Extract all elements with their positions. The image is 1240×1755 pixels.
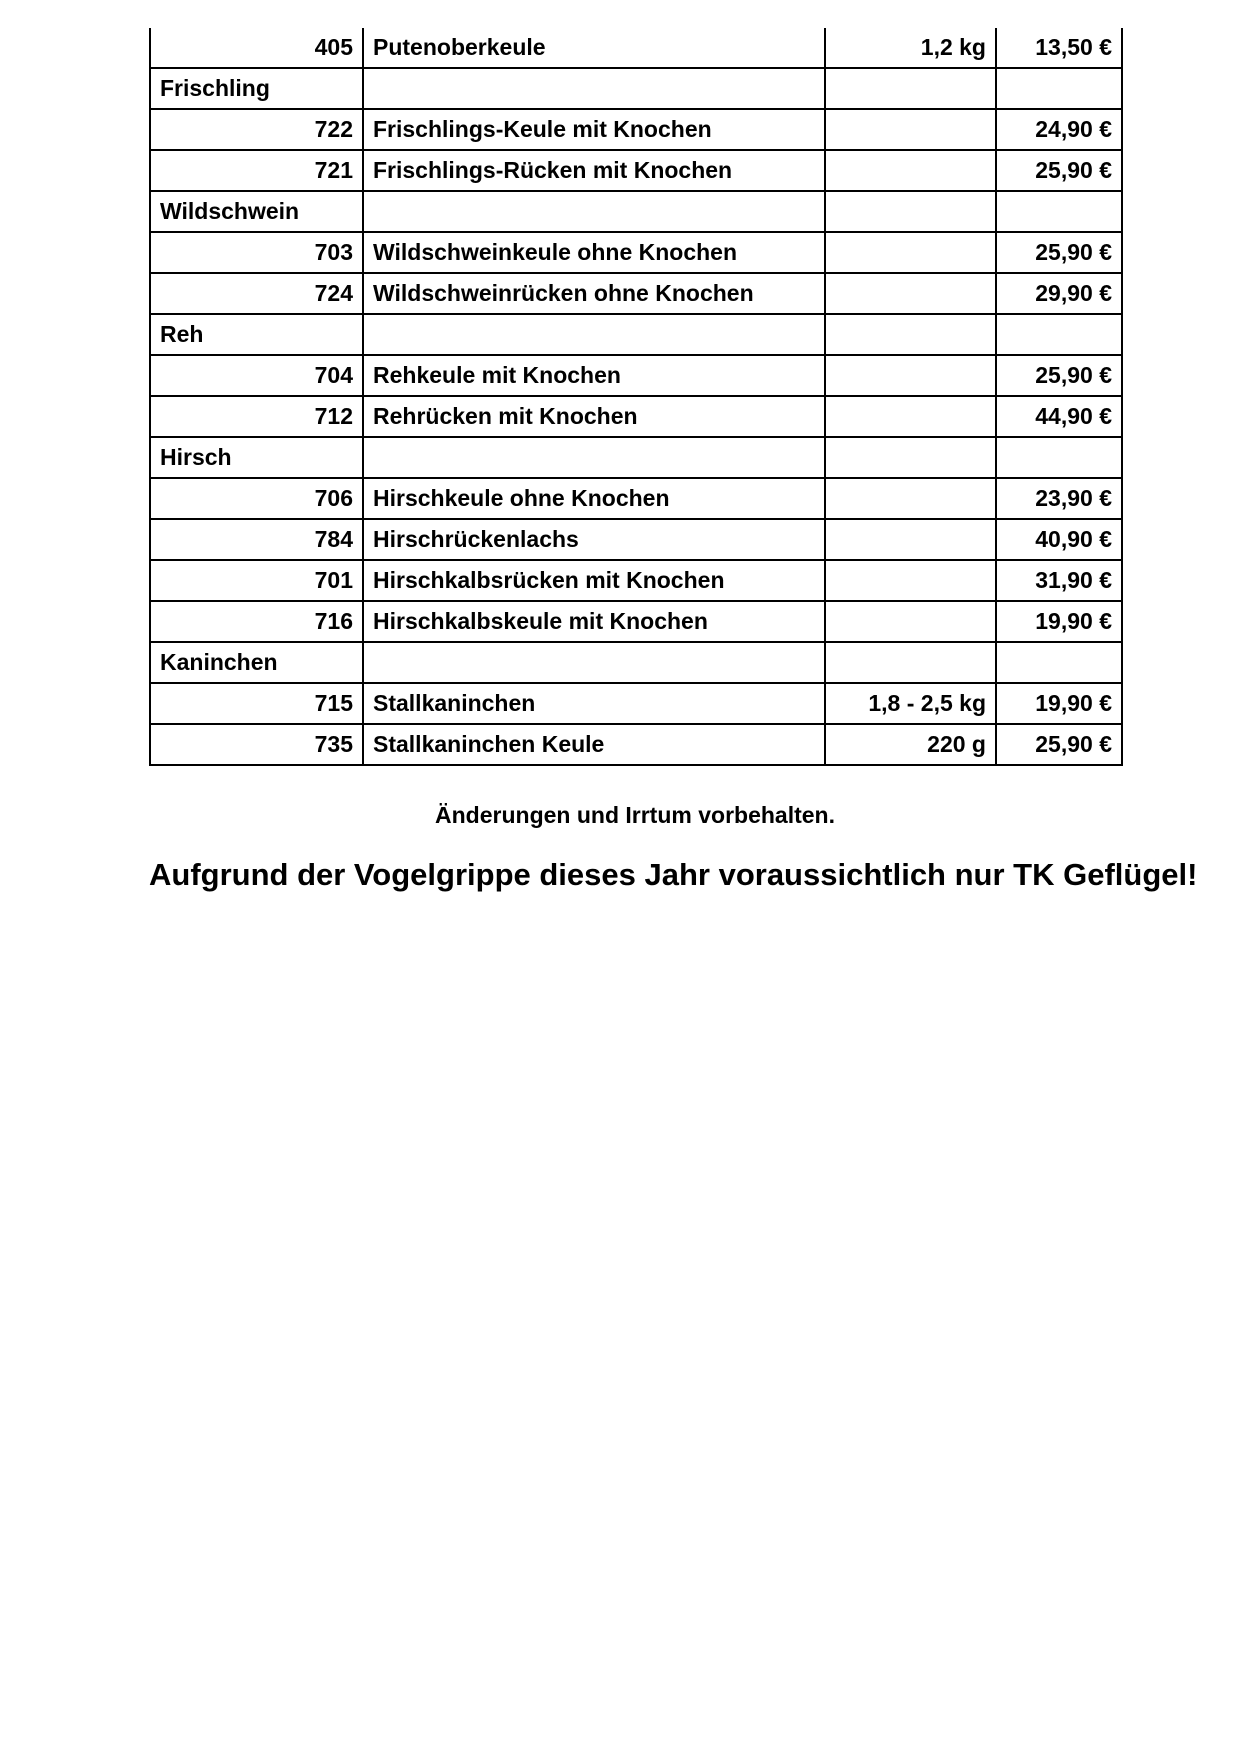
table-row <box>150 560 1122 601</box>
item-weight-cell <box>825 232 996 273</box>
item-name-cell: Hirschkalbsrücken mit Knochen <box>363 560 825 601</box>
item-number-cell: 712 <box>150 396 363 437</box>
item-price-cell: 24,90 € <box>996 109 1122 150</box>
table-row <box>150 724 1122 765</box>
section-empty-price-cell <box>996 68 1122 109</box>
section-empty-name-cell <box>363 68 825 109</box>
section-label-cell: Kaninchen <box>150 642 363 683</box>
item-price-cell: 13,50 € <box>996 28 1122 68</box>
table-row <box>150 150 1122 191</box>
table-row <box>150 396 1122 437</box>
item-weight-cell: 1,2 kg <box>825 28 996 68</box>
section-empty-name-cell <box>363 314 825 355</box>
item-price-cell: 25,90 € <box>996 150 1122 191</box>
section-row <box>150 191 1122 232</box>
item-weight-cell <box>825 560 996 601</box>
item-name-cell: Hirschkalbskeule mit Knochen <box>363 601 825 642</box>
item-number-cell: 706 <box>150 478 363 519</box>
item-price-cell: 25,90 € <box>996 355 1122 396</box>
item-weight-cell <box>825 396 996 437</box>
item-weight-cell <box>825 355 996 396</box>
item-name-cell: Wildschweinrücken ohne Knochen <box>363 273 825 314</box>
table-row <box>150 28 1122 68</box>
item-price-cell: 19,90 € <box>996 601 1122 642</box>
section-empty-name-cell <box>363 191 825 232</box>
item-name-cell: Wildschweinkeule ohne Knochen <box>363 232 825 273</box>
section-row <box>150 314 1122 355</box>
item-weight-cell <box>825 519 996 560</box>
section-empty-name-cell <box>363 437 825 478</box>
item-price-cell: 19,90 € <box>996 683 1122 724</box>
item-name-cell: Frischlings-Keule mit Knochen <box>363 109 825 150</box>
table-row <box>150 601 1122 642</box>
item-weight-cell <box>825 478 996 519</box>
section-label-cell: Hirsch <box>150 437 363 478</box>
section-label-cell: Reh <box>150 314 363 355</box>
item-price-cell: 25,90 € <box>996 724 1122 765</box>
section-label-cell: Frischling <box>150 68 363 109</box>
item-price-cell: 23,90 € <box>996 478 1122 519</box>
item-number-cell: 703 <box>150 232 363 273</box>
item-number-cell: 721 <box>150 150 363 191</box>
item-weight-cell <box>825 109 996 150</box>
table-row <box>150 232 1122 273</box>
item-price-cell: 31,90 € <box>996 560 1122 601</box>
item-weight-cell <box>825 601 996 642</box>
item-number-cell: 704 <box>150 355 363 396</box>
item-name-cell: Stallkaninchen Keule <box>363 724 825 765</box>
section-empty-weight-cell <box>825 191 996 232</box>
section-row <box>150 437 1122 478</box>
bird-flu-notice: Aufgrund der Vogelgrippe dieses Jahr voraussichtlich nur TK Geflügel! <box>149 857 1198 892</box>
item-weight-cell <box>825 273 996 314</box>
item-price-cell: 40,90 € <box>996 519 1122 560</box>
item-price-cell: 44,90 € <box>996 396 1122 437</box>
section-label-cell: Wildschwein <box>150 191 363 232</box>
section-row <box>150 642 1122 683</box>
table-row <box>150 519 1122 560</box>
table-row <box>150 273 1122 314</box>
table-row <box>150 683 1122 724</box>
section-empty-price-cell <box>996 314 1122 355</box>
price-list-table <box>149 28 1123 766</box>
section-empty-name-cell <box>363 642 825 683</box>
item-name-cell: Rehkeule mit Knochen <box>363 355 825 396</box>
item-name-cell: Stallkaninchen <box>363 683 825 724</box>
item-name-cell: Frischlings-Rücken mit Knochen <box>363 150 825 191</box>
item-number-cell: 715 <box>150 683 363 724</box>
item-name-cell: Hirschrückenlachs <box>363 519 825 560</box>
item-weight-cell: 1,8 - 2,5 kg <box>825 683 996 724</box>
section-empty-weight-cell <box>825 68 996 109</box>
item-number-cell: 724 <box>150 273 363 314</box>
section-empty-price-cell <box>996 191 1122 232</box>
table-row <box>150 478 1122 519</box>
table-row <box>150 355 1122 396</box>
section-empty-price-cell <box>996 642 1122 683</box>
price-list-table-wrap <box>149 28 1121 766</box>
section-empty-price-cell <box>996 437 1122 478</box>
item-number-cell: 701 <box>150 560 363 601</box>
item-name-cell: Putenoberkeule <box>363 28 825 68</box>
item-weight-cell: 220 g <box>825 724 996 765</box>
item-price-cell: 29,90 € <box>996 273 1122 314</box>
footnote-text: Änderungen und Irrtum vorbehalten. <box>435 802 835 828</box>
item-number-cell: 405 <box>150 28 363 68</box>
section-row <box>150 68 1122 109</box>
section-empty-weight-cell <box>825 314 996 355</box>
item-name-cell: Rehrücken mit Knochen <box>363 396 825 437</box>
section-empty-weight-cell <box>825 642 996 683</box>
table-row <box>150 109 1122 150</box>
item-weight-cell <box>825 150 996 191</box>
item-name-cell: Hirschkeule ohne Knochen <box>363 478 825 519</box>
item-number-cell: 784 <box>150 519 363 560</box>
item-number-cell: 722 <box>150 109 363 150</box>
item-number-cell: 735 <box>150 724 363 765</box>
item-number-cell: 716 <box>150 601 363 642</box>
item-price-cell: 25,90 € <box>996 232 1122 273</box>
section-empty-weight-cell <box>825 437 996 478</box>
